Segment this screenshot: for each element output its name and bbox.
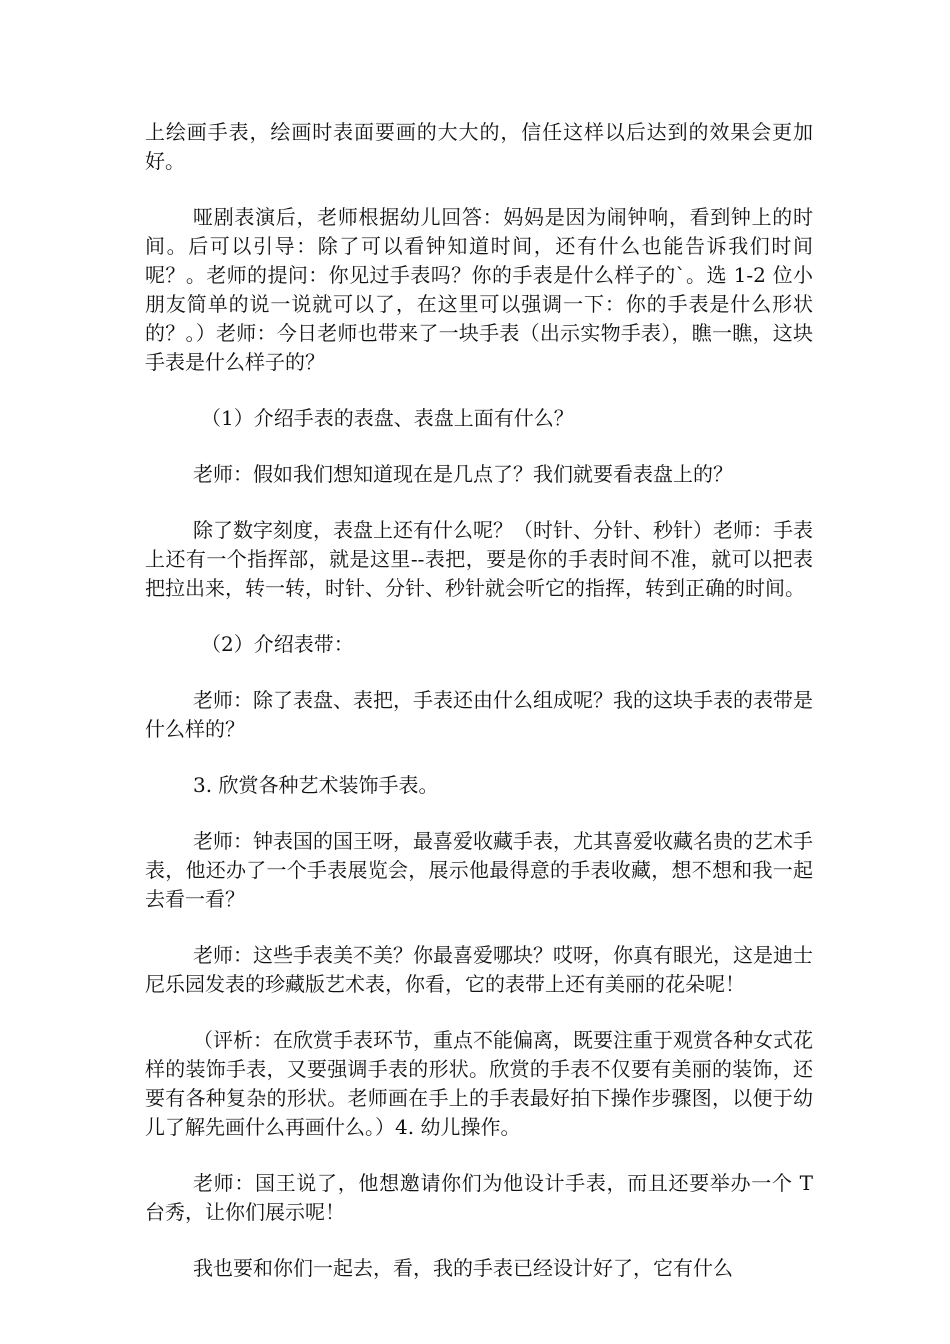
document-body <box>145 118 813 1310</box>
paragraph-5: 除了数字刻度，表盘上还有什么呢？（时针、分针、秒针）老师：手表上还有一个指挥部，就是这里--表把，要是你的手表时间不准，就可以把表把拉出来，转一转，时针、分针、秒针就会听它的指挥，转到正确的时间。 <box>145 518 813 600</box>
paragraph-12: 老师：国王说了，他想邀请你们为他设计手表，而且还要举办一个 T 台秀，让你们展示呢！ <box>145 1171 813 1224</box>
paragraph-13: 我也要和你们一起去，看，我的手表已经设计好了，它有什么 <box>193 1256 733 1280</box>
paragraph-3: （1）介绍手表的表盘、表盘上面有什么？ <box>201 406 574 430</box>
paragraph-9: 老师：钟表国的国王呀，最喜爱收藏手表，尤其喜爱收藏名贵的艺术手表，他还办了一个手表展览会，展示他最得意的手表收藏，想不想和我一起去看一看？ <box>145 829 813 911</box>
paragraph-7: 老师：除了表盘、表把，手表还由什么组成呢？我的这块手表的表带是什么样的？ <box>145 688 813 741</box>
paragraph-6: （2）介绍表带： <box>201 632 354 656</box>
paragraph-2: 哑剧表演后，老师根据幼儿回答：妈妈是因为闹钟响，看到钟上的时间。后可以引导：除了可以看钟知道时间，还有什么也能告诉我们时间呢？。老师的提问：你见过手表吗？你的手表是什么样子的`。选 1-2 位小朋友简单的说一说就可以了，在这里可以强调一下：你的手表是什么形状的？。）老师：今日老师也带来了一块手表（出示实物手表），瞧一瞧，这块手表是什么样子的？ <box>145 205 813 374</box>
paragraph-11: （评析：在欣赏手表环节，重点不能偏离，既要注重于观赏各种女式花样的装饰手表，又要强调手表的形状。欣赏的手表不仅要有美丽的装饰，还要有各种复杂的形状。老师画在手上的手表最好拍下操作步骤图，以便于幼儿了解先画什么再画什么。）4. 幼儿操作。 <box>145 1028 813 1139</box>
paragraph-4: 老师：假如我们想知道现在是几点了？我们就要看表盘上的？ <box>193 462 733 486</box>
paragraph-1: 上绘画手表，绘画时表面要画的大大的，信任这样以后达到的效果会更加好。 <box>145 120 813 173</box>
paragraph-10: 老师：这些手表美不美？你最喜爱哪块？哎呀，你真有眼光，这是迪士尼乐园发表的珍藏版艺术表，你看，它的表带上还有美丽的花朵呢！ <box>145 943 813 996</box>
paragraph-8: 3. 欣赏各种艺术装饰手表。 <box>193 773 439 797</box>
